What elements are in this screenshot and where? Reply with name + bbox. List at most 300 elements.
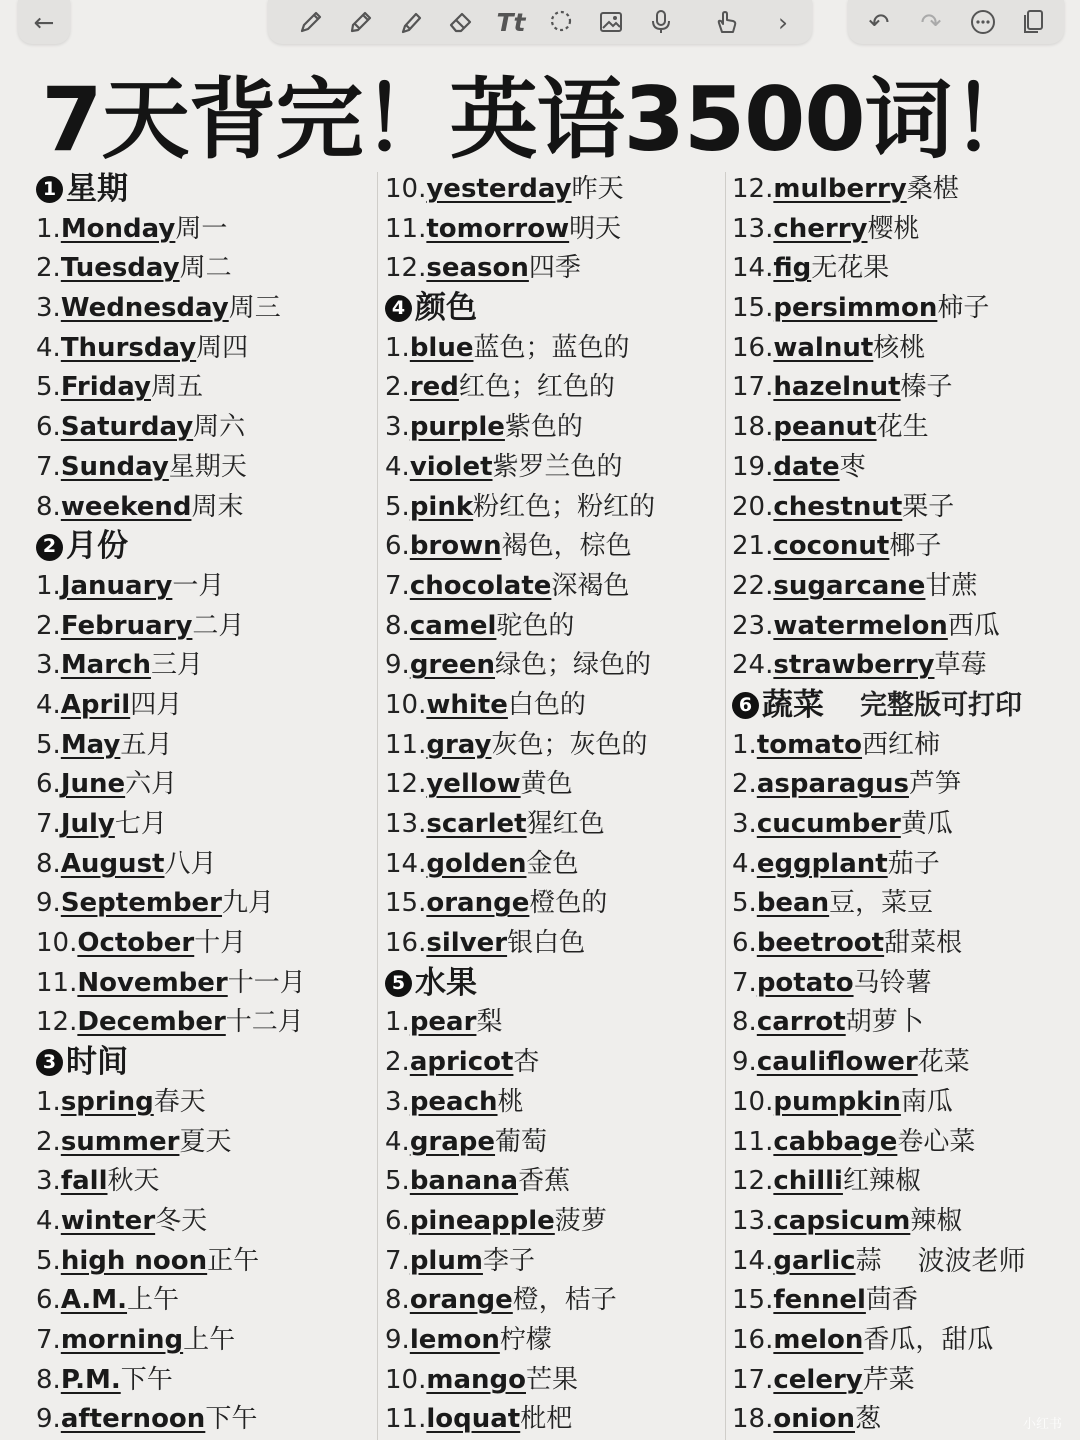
entry-number: 11. <box>385 1404 427 1435</box>
vocab-entry <box>36 1242 381 1282</box>
chinese-meaning: 周五 <box>150 372 203 403</box>
entry-number: 12. <box>732 174 774 204</box>
vocab-entry <box>732 408 1077 448</box>
vocab-entry <box>36 1400 381 1440</box>
entry-number: 6. <box>732 928 757 959</box>
english-word: pear <box>409 1007 477 1038</box>
english-word: peanut <box>773 412 877 443</box>
chinese-meaning: 正午 <box>207 1245 260 1276</box>
vocab-entry <box>36 726 381 766</box>
chinese-meaning: 周一 <box>175 213 228 244</box>
english-word: Tuesday <box>60 253 180 284</box>
chinese-meaning: 星期天 <box>168 451 247 482</box>
entry-number: 22. <box>732 570 774 601</box>
entry-number: 3. <box>36 1166 61 1197</box>
english-word: March <box>60 650 151 681</box>
vocab-entry <box>732 1321 1077 1361</box>
chinese-meaning: 昨天 <box>571 174 624 204</box>
vocab-entry <box>385 1162 730 1202</box>
english-word: loquat <box>426 1404 521 1435</box>
entry-number: 24. <box>732 650 774 681</box>
vocab-entry <box>385 1242 730 1282</box>
vocab-entry <box>36 1202 381 1242</box>
english-word: asparagus <box>756 769 909 800</box>
vocab-entry <box>36 1003 381 1043</box>
entry-number: 8. <box>36 848 61 879</box>
english-word: camel <box>409 610 497 641</box>
chinese-meaning: 深褐色 <box>551 570 630 601</box>
chinese-meaning: 枣 <box>839 451 866 482</box>
section-number-badge: 1 <box>36 176 63 203</box>
vocab-entry <box>732 329 1077 369</box>
chinese-meaning: 核桃 <box>873 332 926 363</box>
entry-number: 20. <box>732 491 774 522</box>
english-word: potato <box>756 967 854 998</box>
entry-number: 8. <box>36 1364 61 1395</box>
english-word: December <box>77 1007 226 1038</box>
chinese-meaning: 香蕉 <box>518 1166 571 1197</box>
chinese-meaning: 胡萝卜 <box>845 1007 924 1038</box>
entry-number: 8. <box>732 1007 757 1038</box>
english-word: lemon <box>409 1324 500 1355</box>
entry-number: 7. <box>385 570 410 601</box>
vocab-entry <box>36 567 381 607</box>
section-number-badge: 5 <box>385 970 412 997</box>
english-word: tomato <box>756 729 863 760</box>
english-word: orange <box>426 888 530 919</box>
eraser-icon[interactable] <box>440 0 482 44</box>
entry-number: 2. <box>36 1126 61 1157</box>
english-word: afternoon <box>60 1404 206 1435</box>
chinese-meaning: 粉红色；粉红的 <box>473 491 656 522</box>
entry-number: 5. <box>36 1245 61 1276</box>
vocab-entry <box>385 1202 730 1242</box>
entry-number: 1. <box>36 213 61 244</box>
english-word: celery <box>773 1364 863 1395</box>
vocab-entry <box>732 1242 1077 1282</box>
chinese-meaning: 黄色 <box>520 769 573 800</box>
vocab-entry <box>732 210 1077 250</box>
english-word: chocolate <box>409 570 552 601</box>
entry-number: 11. <box>36 967 78 998</box>
pen-icon[interactable] <box>290 0 332 44</box>
english-word: Thursday <box>60 332 197 363</box>
entry-number: 13. <box>732 213 774 244</box>
english-word: hazelnut <box>773 372 901 403</box>
vocab-entry <box>732 765 1077 805</box>
english-word: Saturday <box>60 412 194 443</box>
chinese-meaning: 周末 <box>191 491 244 522</box>
chinese-meaning: 栗子 <box>902 491 955 522</box>
undo-icon[interactable]: ↶ <box>868 7 890 37</box>
section-number-badge: 3 <box>36 1049 63 1076</box>
section-title: 时间 <box>66 1044 128 1081</box>
vocab-entry <box>385 884 730 924</box>
section-heading <box>36 1043 381 1083</box>
vocab-entry <box>732 726 1077 766</box>
chinese-meaning: 周六 <box>193 412 246 443</box>
chinese-meaning: 秋天 <box>107 1166 160 1197</box>
entry-number: 3. <box>732 809 757 839</box>
entry-number: 6. <box>385 1205 410 1236</box>
vocab-entry <box>36 1123 381 1163</box>
section-title: 蔬菜 <box>762 686 824 723</box>
entry-number: 17. <box>732 1364 774 1395</box>
english-word: mango <box>426 1364 526 1395</box>
vocab-entry <box>385 805 730 845</box>
english-word: grape <box>409 1126 496 1157</box>
vocab-entry <box>385 210 730 250</box>
entry-number: 19. <box>732 451 774 482</box>
toolbar <box>0 0 1080 44</box>
english-word: yellow <box>426 769 521 800</box>
vocab-entry <box>732 1361 1077 1401</box>
section-heading <box>385 289 730 329</box>
vocab-entry <box>732 289 1077 329</box>
vocab-entry <box>36 765 381 805</box>
chinese-meaning: 白色的 <box>507 689 586 720</box>
english-word: fig <box>773 253 812 284</box>
vocab-entry <box>732 924 1077 964</box>
microphone-icon[interactable] <box>640 0 682 44</box>
vocab-entry <box>732 368 1077 408</box>
pencil-icon[interactable] <box>340 0 382 44</box>
section-number-badge: 6 <box>732 692 759 719</box>
vocab-entry <box>36 210 381 250</box>
english-word: cauliflower <box>756 1047 918 1078</box>
english-word: violet <box>409 451 493 482</box>
vocab-entry <box>385 527 730 567</box>
english-word: fall <box>60 1166 108 1197</box>
english-word: pineapple <box>409 1205 555 1236</box>
english-word: bean <box>756 888 830 919</box>
more-options-icon[interactable] <box>962 0 1004 44</box>
entry-number: 7. <box>36 451 61 482</box>
vocab-entry <box>385 368 730 408</box>
chinese-meaning: 猩红色 <box>526 809 605 839</box>
english-word: scarlet <box>426 809 527 839</box>
english-word: fennel <box>773 1285 866 1316</box>
entry-number: 10. <box>385 689 427 720</box>
vocab-entry <box>36 1361 381 1401</box>
chinese-meaning: 椰子 <box>889 531 942 562</box>
entry-number: 14. <box>732 1245 774 1276</box>
english-word: purple <box>409 412 505 443</box>
english-word: sugarcane <box>773 570 926 601</box>
vocab-entry <box>732 646 1077 686</box>
chinese-meaning: 银白色 <box>507 928 586 959</box>
english-word: morning <box>60 1324 184 1355</box>
entry-number: 9. <box>385 1324 410 1355</box>
entry-number: 7. <box>732 967 757 998</box>
vocab-entry <box>385 249 730 289</box>
vocab-entry <box>732 249 1077 289</box>
vocab-entry <box>36 1083 381 1123</box>
chinese-meaning: 十二月 <box>225 1007 304 1038</box>
english-word: chestnut <box>773 491 903 522</box>
entry-number: 1. <box>36 1086 61 1117</box>
english-word: Wednesday <box>60 293 229 324</box>
vocab-entry <box>385 845 730 885</box>
vocab-entry <box>36 845 381 885</box>
image-icon[interactable] <box>590 0 632 44</box>
entry-number: 18. <box>732 1404 774 1435</box>
chinese-meaning: 紫罗兰色的 <box>492 451 623 482</box>
chinese-meaning: 六月 <box>125 769 178 800</box>
vocab-entry <box>732 884 1077 924</box>
english-word: September <box>60 888 223 919</box>
watermark: 小红书 <box>1022 1417 1062 1432</box>
english-word: cherry <box>773 213 868 244</box>
chevron-right-icon[interactable]: › <box>778 7 788 37</box>
chinese-meaning: 南瓜 <box>900 1086 953 1117</box>
chinese-meaning: 下午 <box>205 1404 258 1435</box>
chinese-meaning: 周二 <box>179 253 232 284</box>
vocab-entry <box>36 1281 381 1321</box>
entry-number: 12. <box>732 1166 774 1197</box>
chinese-meaning: 柠檬 <box>499 1324 552 1355</box>
chinese-meaning: 无花果 <box>811 253 890 284</box>
section-heading <box>732 686 1077 726</box>
english-word: yesterday <box>426 174 572 204</box>
vocab-entry <box>36 1162 381 1202</box>
chinese-meaning: 蒜 <box>855 1245 882 1276</box>
chinese-meaning: 葱 <box>855 1404 882 1435</box>
chinese-meaning: 榛子 <box>900 372 953 403</box>
lasso-icon[interactable] <box>540 0 582 44</box>
english-word: April <box>60 689 131 720</box>
section-number-badge: 4 <box>385 295 412 322</box>
vocab-entry <box>732 1043 1077 1083</box>
chinese-meaning: 明天 <box>569 213 622 244</box>
entry-number: 6. <box>385 531 410 562</box>
chinese-meaning: 柿子 <box>937 293 990 324</box>
redo-icon[interactable]: ↷ <box>920 7 942 37</box>
vocab-entry <box>732 527 1077 567</box>
chinese-meaning: 橙色的 <box>529 888 608 919</box>
vocab-entry <box>385 726 730 766</box>
english-word: carrot <box>756 1007 846 1038</box>
chinese-meaning: 茄子 <box>887 848 940 879</box>
entry-number: 8. <box>385 1285 410 1316</box>
chinese-meaning: 灰色；灰色的 <box>491 729 648 760</box>
chinese-meaning: 冬天 <box>155 1205 208 1236</box>
vocab-entry <box>732 964 1077 1004</box>
entry-number: 9. <box>385 650 410 681</box>
vocab-entry <box>36 1321 381 1361</box>
section-number-badge: 2 <box>36 534 63 561</box>
entry-number: 4. <box>36 332 61 363</box>
entry-number: 8. <box>36 491 61 522</box>
english-word: blue <box>409 332 474 363</box>
entry-number: 12. <box>36 1007 78 1038</box>
entry-number: 5. <box>36 729 61 760</box>
chinese-meaning: 芹菜 <box>862 1364 915 1395</box>
highlighter-icon[interactable] <box>390 0 432 44</box>
english-word: June <box>60 769 126 800</box>
chinese-meaning: 马铃薯 <box>853 967 932 998</box>
vocab-entry <box>732 805 1077 845</box>
entry-number: 13. <box>732 1205 774 1236</box>
entry-number: 1. <box>385 332 410 363</box>
vocab-entry <box>36 329 381 369</box>
entry-number: 4. <box>732 848 757 879</box>
vocab-entry <box>732 567 1077 607</box>
english-word: orange <box>409 1285 513 1316</box>
vocab-entry <box>36 884 381 924</box>
chinese-meaning: 花生 <box>876 412 929 443</box>
english-word: May <box>60 729 121 760</box>
chinese-meaning: 九月 <box>222 888 275 919</box>
chinese-meaning: 金色 <box>526 848 579 879</box>
english-word: watermelon <box>773 610 948 641</box>
chinese-meaning: 葡萄 <box>495 1126 548 1157</box>
entry-number: 3. <box>36 650 61 681</box>
vocab-entry <box>36 607 381 647</box>
chinese-meaning: 夏天 <box>179 1126 232 1157</box>
edit-controls <box>848 0 1064 44</box>
chinese-meaning: 菠萝 <box>554 1205 607 1236</box>
hand-pointer-icon[interactable] <box>706 0 748 44</box>
chinese-meaning: 四季 <box>528 253 581 284</box>
vocab-entry <box>732 488 1077 528</box>
english-word: banana <box>409 1166 519 1197</box>
chinese-meaning: 西红柿 <box>862 729 941 760</box>
entry-number: 10. <box>385 1364 427 1395</box>
vocab-entry <box>385 408 730 448</box>
vocab-entry <box>732 1083 1077 1123</box>
vocab-entry <box>385 1123 730 1163</box>
vocab-entry <box>36 924 381 964</box>
chinese-meaning: 西瓜 <box>947 610 1000 641</box>
entry-number: 15. <box>385 888 427 919</box>
entry-number: 7. <box>36 809 61 839</box>
entry-number: 15. <box>732 293 774 324</box>
english-word: mulberry <box>773 174 907 204</box>
english-word: January <box>60 570 173 601</box>
chinese-meaning: 三月 <box>150 650 203 681</box>
english-word: Friday <box>60 372 151 403</box>
entry-number: 5. <box>385 1166 410 1197</box>
vocab-entry <box>732 1003 1077 1043</box>
english-word: winter <box>60 1205 156 1236</box>
vocab-entry <box>36 805 381 845</box>
english-word: strawberry <box>773 650 935 681</box>
entry-number: 16. <box>732 332 774 363</box>
english-word: February <box>60 610 193 641</box>
vocab-entry <box>36 249 381 289</box>
english-word: persimmon <box>773 293 938 324</box>
vocab-entry <box>732 845 1077 885</box>
chinese-meaning: 卷心菜 <box>897 1126 976 1157</box>
english-word: coconut <box>773 531 890 562</box>
vocab-entry <box>732 1162 1077 1202</box>
entry-number: 10. <box>732 1086 774 1117</box>
chinese-meaning: 上午 <box>127 1285 180 1316</box>
vocab-column-2 <box>385 170 730 1440</box>
entry-number: 18. <box>732 412 774 443</box>
vocab-entry <box>385 1003 730 1043</box>
chinese-meaning: 豆，菜豆 <box>829 888 934 919</box>
entry-number: 1. <box>732 729 757 760</box>
english-word: spring <box>60 1086 154 1117</box>
entry-number: 1. <box>385 1007 410 1038</box>
entry-number: 3. <box>385 412 410 443</box>
chinese-meaning: 八月 <box>164 848 217 879</box>
entry-number: 3. <box>385 1086 410 1117</box>
english-word: eggplant <box>756 848 888 879</box>
chinese-meaning: 红辣椒 <box>842 1166 921 1197</box>
entry-number: 12. <box>385 769 427 800</box>
chinese-meaning: 紫色的 <box>504 412 583 443</box>
chinese-meaning: 四月 <box>130 689 183 720</box>
drawing-tools <box>268 0 812 44</box>
entry-number: 7. <box>385 1245 410 1276</box>
entry-number: 2. <box>36 610 61 641</box>
chinese-meaning: 七月 <box>114 809 167 839</box>
entry-number: 16. <box>385 928 427 959</box>
english-word: date <box>773 451 840 482</box>
vocab-entry <box>385 1361 730 1401</box>
english-word: onion <box>773 1404 856 1435</box>
back-group <box>18 0 70 44</box>
chinese-meaning: 桑椹 <box>906 174 959 204</box>
chinese-meaning: 花菜 <box>917 1047 970 1078</box>
entry-number: 17. <box>732 372 774 403</box>
vocab-entry <box>385 1043 730 1083</box>
english-word: November <box>77 967 228 998</box>
side-note: 完整版可打印 <box>860 689 1022 721</box>
english-word: A.M. <box>60 1285 128 1316</box>
entry-number: 2. <box>732 769 757 800</box>
english-word: peach <box>409 1086 498 1117</box>
section-title: 颜色 <box>415 290 477 327</box>
vocab-entry <box>36 646 381 686</box>
english-word: melon <box>773 1324 864 1355</box>
english-word: cabbage <box>773 1126 898 1157</box>
vocab-entry <box>385 607 730 647</box>
entry-number: 4. <box>385 451 410 482</box>
entry-number: 6. <box>36 412 61 443</box>
entry-number: 13. <box>385 809 427 839</box>
entry-number: 10. <box>385 174 427 204</box>
chinese-meaning: 驼色的 <box>496 610 575 641</box>
english-word: tomorrow <box>426 213 570 244</box>
chinese-meaning: 一月 <box>172 570 225 601</box>
entry-number: 3. <box>36 293 61 324</box>
english-word: walnut <box>773 332 874 363</box>
chinese-meaning: 杏 <box>513 1047 540 1078</box>
copy-pages-icon[interactable] <box>1012 0 1054 44</box>
vocab-entry <box>732 1123 1077 1163</box>
vocab-entry <box>36 686 381 726</box>
chinese-meaning: 桃 <box>497 1086 524 1117</box>
chinese-meaning: 香瓜，甜瓜 <box>863 1324 994 1355</box>
back-arrow-icon[interactable]: ← <box>33 7 55 37</box>
chinese-meaning: 二月 <box>192 610 245 641</box>
side-note: 波波老师 <box>917 1245 1026 1277</box>
section-title: 星期 <box>66 171 128 207</box>
chinese-meaning: 李子 <box>482 1245 535 1276</box>
entry-number: 14. <box>385 848 427 879</box>
vocab-entry <box>732 170 1077 210</box>
english-word: August <box>60 848 165 879</box>
text-tool-icon[interactable]: Tt <box>496 7 526 37</box>
section-title: 月份 <box>66 528 128 565</box>
page-title: 7天背完！英语3500词！ <box>41 68 1039 171</box>
chinese-meaning: 蓝色；蓝色的 <box>473 332 630 363</box>
vocab-entry <box>36 368 381 408</box>
